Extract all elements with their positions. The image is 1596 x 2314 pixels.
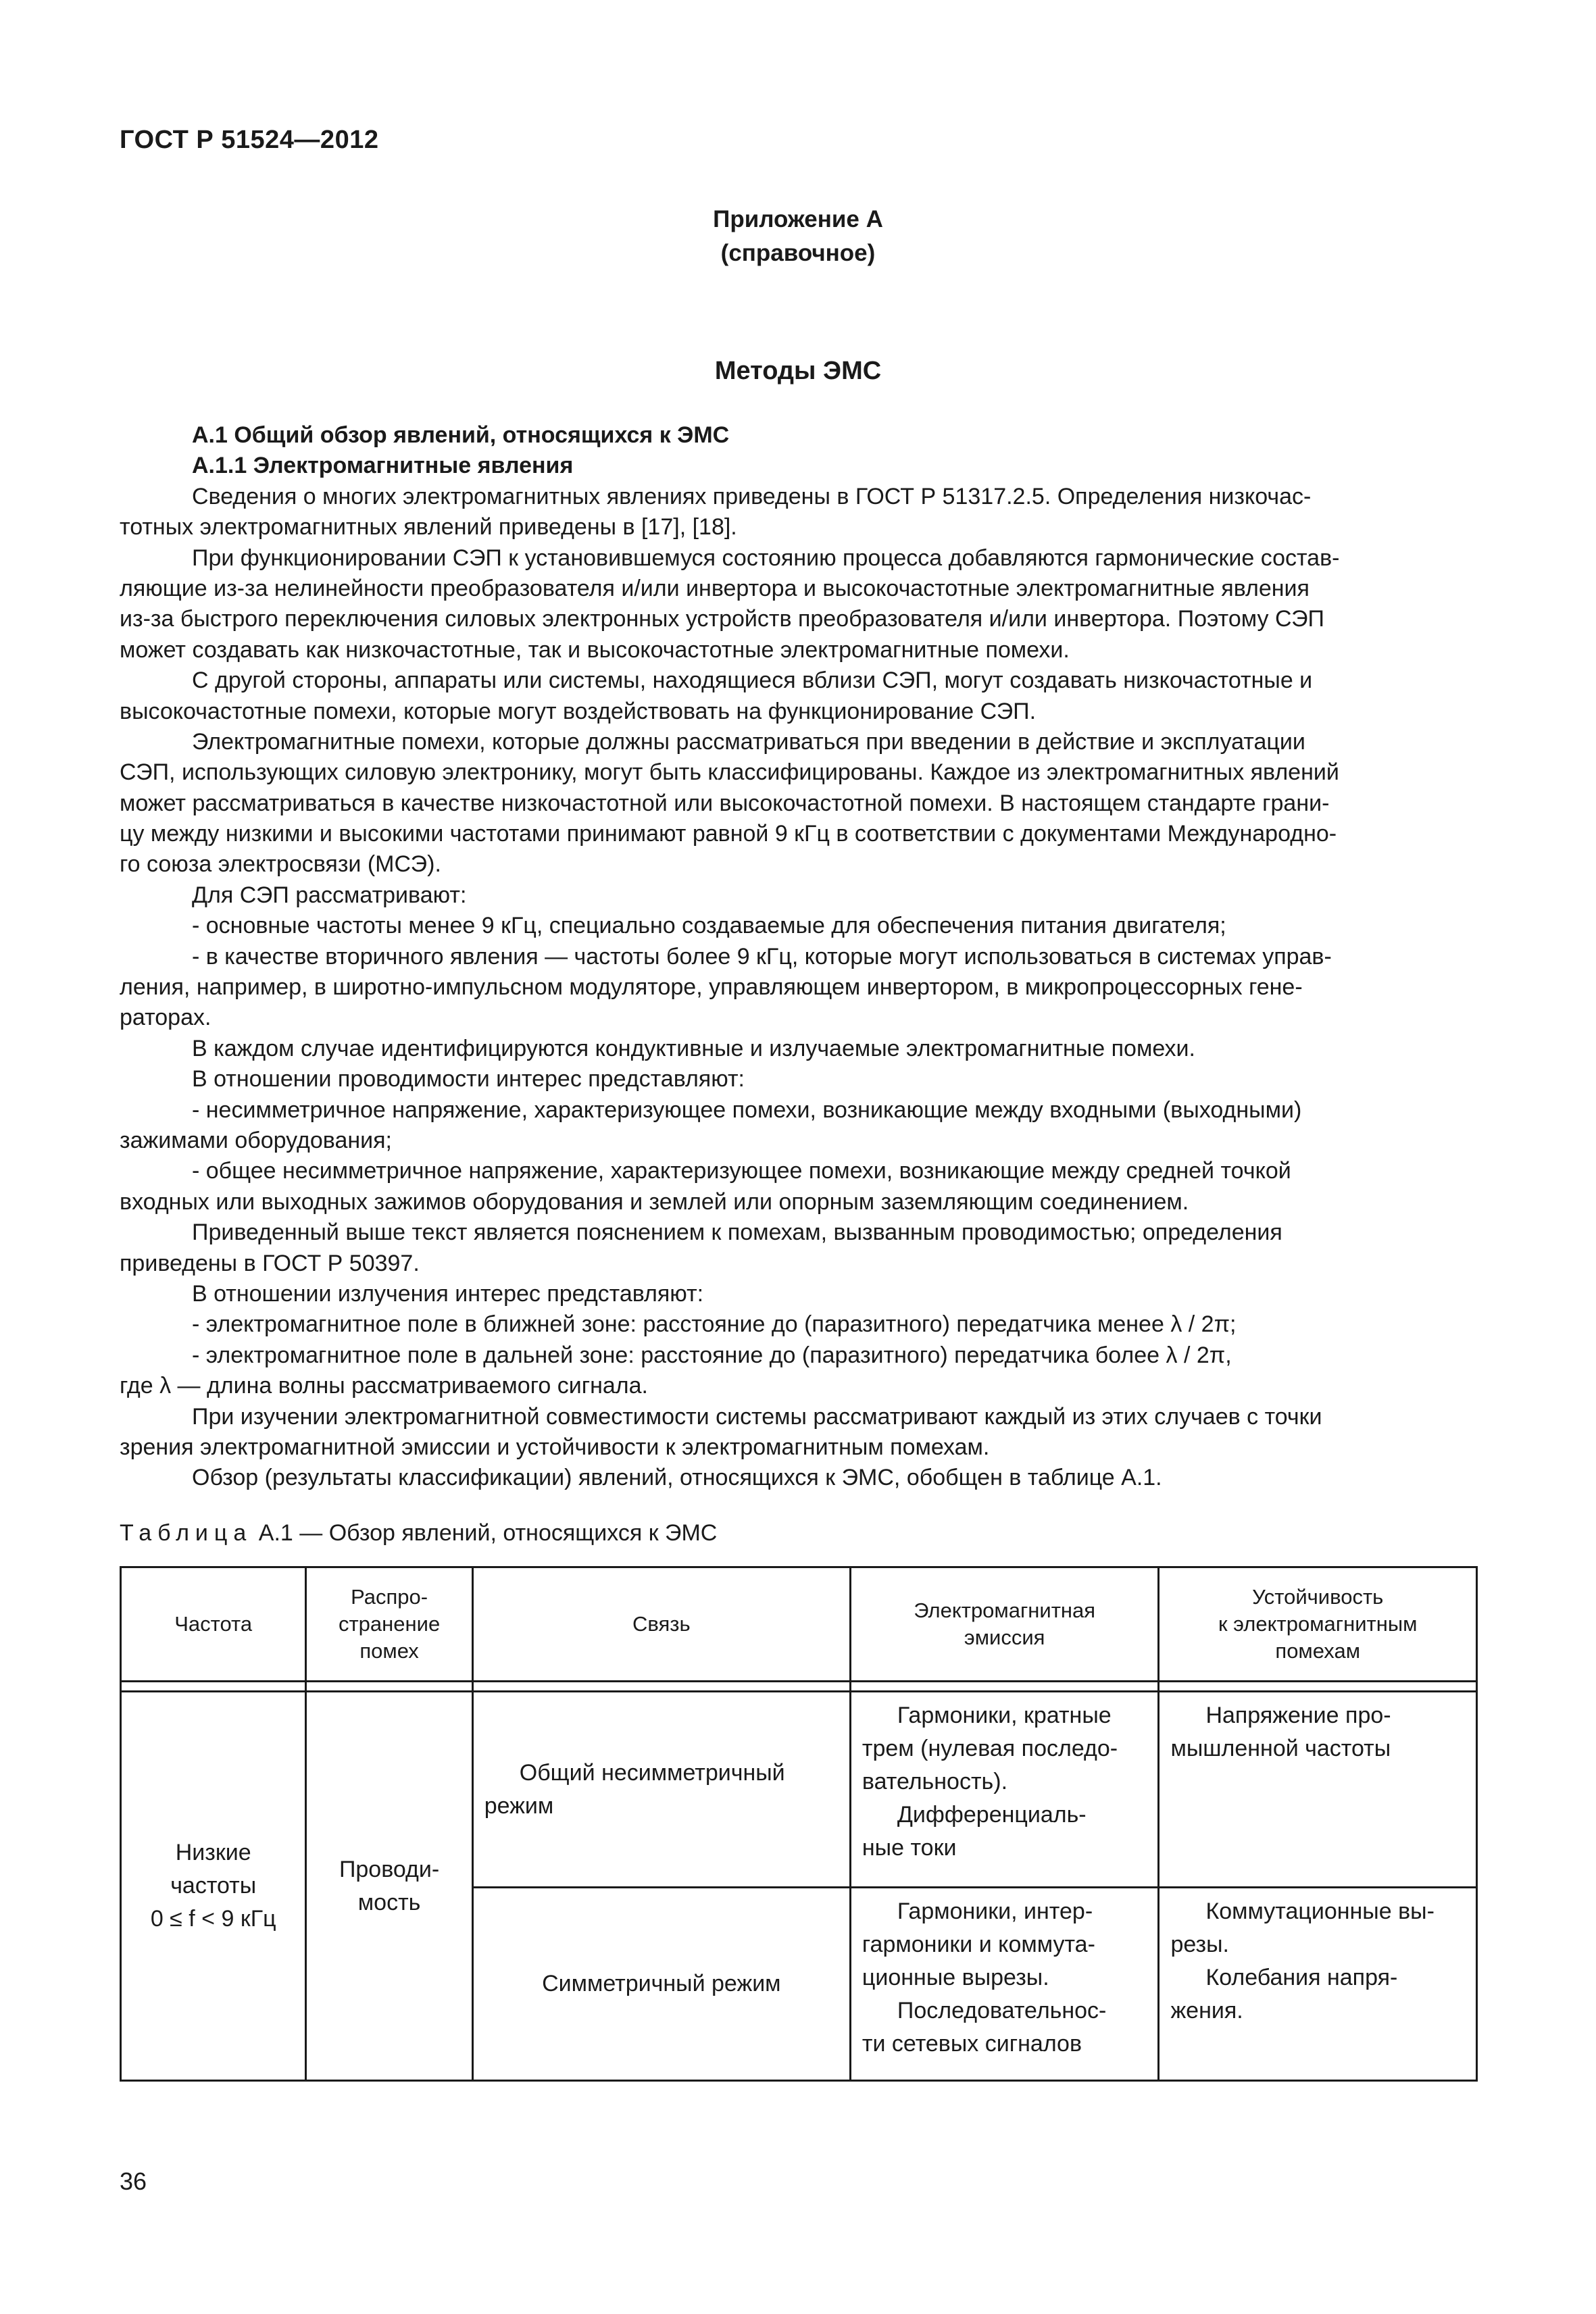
- cell-line: Проводи-: [339, 1856, 440, 1882]
- cell-line: частоты: [170, 1873, 257, 1898]
- cell-immunity-common: [1159, 1692, 1477, 1888]
- text-line: ления, например, в широтно-импульсном модуляторе, управляющем инвертором, в микропроцессорных гене-: [120, 974, 1303, 1001]
- text-line: го союза электросвязи (МСЭ).: [120, 851, 441, 878]
- cell-line: к электромагнитным: [1218, 1612, 1418, 1636]
- cell-line: Связь: [632, 1612, 691, 1636]
- text-line: Приведенный выше текст является пояснением к помехам, вызванным проводимостью; определения: [192, 1219, 1282, 1246]
- cell-emission-symmetric: [850, 1888, 1159, 2081]
- document-code: ГОСТ Р 51524—2012: [120, 126, 379, 154]
- text-line: цу между низкими и высокими частотами принимают равной 9 кГц в соответствии с документами Международно-: [120, 821, 1337, 847]
- subsection-a1-heading: А.1 Общий обзор явлений, относящихся к ЭМС: [192, 422, 730, 448]
- text-line: Сведения о многих электромагнитных явлениях приведены в ГОСТ Р 51317.2.5. Определения низкочас-: [192, 483, 1312, 509]
- header-frequency: [121, 1567, 306, 1682]
- cell-line: Низкие: [175, 1840, 251, 1865]
- text-line: Обзор (результаты классификации) явлений, относящихся к ЭМС, обобщен в таблице А.1.: [192, 1465, 1162, 1491]
- header-propagation: [306, 1567, 472, 1682]
- table-caption-prefix: Таблица: [120, 1520, 253, 1546]
- text-line: - общее несимметричное напряжение, характеризующее помехи, возникающие между средней точкой: [192, 1158, 1291, 1184]
- cell-line: Коммутационные вы-: [1205, 1898, 1435, 1924]
- text-line: - в качестве вторичного явления — частоты более 9 кГц, которые могут использоваться в системах управ-: [192, 943, 1332, 970]
- text-line: - несимметричное напряжение, характеризующее помехи, возникающие между входными (выходными): [192, 1097, 1302, 1123]
- cell-line: Устойчивость: [1252, 1585, 1384, 1609]
- text-line: Электромагнитные помехи, которые должны рассматриваться при введении в действие и эксплуатации: [192, 728, 1305, 755]
- cell-line: мышленной частоты: [1170, 1736, 1391, 1761]
- subsection-a11-heading: А.1.1 Электромагнитные явления: [192, 453, 574, 479]
- cell-line: 0 ≤ f < 9 кГц: [150, 1906, 276, 1932]
- cell-line: Последовательнос-: [897, 1998, 1107, 2023]
- text-line: В каждом случае идентифицируются кондуктивные и излучаемые электромагнитные помехи.: [192, 1035, 1195, 1061]
- header-emission: [850, 1567, 1159, 1682]
- text-line: При изучении электромагнитной совместимости системы рассматривают каждый из этих случаев с точки: [192, 1403, 1322, 1430]
- cell-coupling-common: [472, 1692, 850, 1888]
- text-line: может создавать как низкочастотные, так и высокочастотные электромагнитные помехи.: [120, 636, 1070, 663]
- cell-line: Электромагнитная: [914, 1599, 1096, 1622]
- text-line: - электромагнитное поле в дальней зоне: расстояние до (паразитного) передатчика более λ / 2π,: [192, 1342, 1232, 1368]
- cell-line: трем (нулевая последо-: [862, 1736, 1118, 1761]
- text-line: зрения электромагнитной эмиссии и устойчивости к электромагнитным помехам.: [120, 1434, 990, 1460]
- cell-line: Симметричный режим: [542, 1971, 781, 1996]
- cell-line: гармоники и коммута-: [862, 1932, 1095, 1957]
- table-caption: [120, 1520, 717, 1546]
- paragraph-lines: [120, 482, 1478, 1494]
- cell-line: Напряжение про-: [1205, 1703, 1391, 1728]
- annex-title: Приложение А: [713, 206, 883, 232]
- cell-line: эмиссия: [964, 1626, 1045, 1649]
- text-line: тотных электромагнитных явлений приведены в [17], [18].: [120, 514, 737, 540]
- cell-line: Распро-: [351, 1585, 428, 1609]
- text-line: - основные частоты менее 9 кГц, специально создаваемые для обеспечения питания двигателя;: [192, 913, 1226, 939]
- cell-emission-common: [850, 1692, 1159, 1888]
- cell-line: Общий несимметричный: [519, 1759, 785, 1786]
- annex-heading: [0, 203, 1596, 270]
- text-line: приведены в ГОСТ Р 50397.: [120, 1250, 420, 1276]
- text-line: раторах.: [120, 1005, 211, 1031]
- text-line: высокочастотные помехи, которые могут воздействовать на функционирование СЭП.: [120, 698, 1037, 724]
- text-line: - электромагнитное поле в ближней зоне: расстояние до (паразитного) передатчика менее λ / 2π;: [192, 1311, 1237, 1338]
- cell-immunity-symmetric: [1159, 1888, 1477, 2081]
- cell-line: Гармоники, интер-: [897, 1898, 1093, 1924]
- text-line: где λ — длина волны рассматриваемого сигнала.: [120, 1373, 648, 1399]
- text-line: Для СЭП рассматривают:: [192, 882, 467, 908]
- header-immunity: [1159, 1567, 1477, 1682]
- header-separator: [121, 1682, 1477, 1692]
- ems-phenomena-table: [120, 1566, 1478, 2082]
- cell-line: помех: [359, 1639, 419, 1663]
- annex-type: (справочное): [720, 240, 876, 266]
- section-title: Методы ЭМС: [714, 357, 882, 385]
- cell-line: Частота: [174, 1612, 253, 1636]
- text-line: В отношении проводимости интерес представляют:: [192, 1066, 745, 1092]
- text-line: входных или выходных зажимов оборудования и землей или опорным заземляющим соединением.: [120, 1188, 1189, 1215]
- cell-line: ционные вырезы.: [862, 1965, 1049, 1990]
- cell-line: ти сетевых сигналов: [862, 2031, 1082, 2057]
- cell-line: режим: [484, 1792, 554, 1819]
- header-coupling: [472, 1567, 850, 1682]
- table-row: [121, 1692, 1477, 1888]
- cell-propagation: [306, 1692, 472, 2081]
- text-line: С другой стороны, аппараты или системы, находящиеся вблизи СЭП, могут создавать низкочастотные и: [192, 668, 1313, 694]
- text-line: В отношении излучения интерес представляют:: [192, 1280, 704, 1307]
- text-line: может рассматриваться в качестве низкочастотной или высокочастотной помехи. В настоящем стандарте грани-: [120, 790, 1330, 816]
- cell-line: помехам: [1275, 1639, 1361, 1663]
- table-header-row: [121, 1567, 1477, 1682]
- page-number: 36: [120, 2167, 147, 2195]
- cell-line: вательность).: [862, 1769, 1008, 1794]
- cell-line: резы.: [1170, 1932, 1229, 1957]
- text-line: СЭП, использующих силовую электронику, могут быть классифицированы. Каждое из электромагнитных явлений: [120, 759, 1339, 786]
- cell-line: странение: [338, 1612, 441, 1636]
- text-line: из-за быстрого переключения силовых электронных устройств преобразователя и/или инвертора. Поэтому СЭП: [120, 606, 1324, 632]
- cell-line: мость: [357, 1889, 421, 1915]
- text-line: зажимами оборудования;: [120, 1127, 392, 1153]
- cell-line: Дифференциаль-: [897, 1802, 1087, 1828]
- cell-line: Колебания напря-: [1205, 1965, 1398, 1990]
- cell-line: ные токи: [862, 1835, 957, 1861]
- cell-frequency: [121, 1692, 306, 2081]
- table-caption-text: А.1 — Обзор явлений, относящихся к ЭМС: [258, 1520, 718, 1546]
- cell-line: жения.: [1170, 1998, 1243, 2023]
- text-line: При функционировании СЭП к установившемуся состоянию процесса добавляются гармонические состав-: [192, 545, 1340, 571]
- body-text: [120, 420, 1478, 1494]
- cell-coupling-symmetric: [472, 1888, 850, 2081]
- cell-line: Гармоники, кратные: [897, 1703, 1112, 1728]
- text-line: ляющие из-за нелинейности преобразователя и/или инвертора и высокочастотные электромагнитные явления: [120, 575, 1310, 601]
